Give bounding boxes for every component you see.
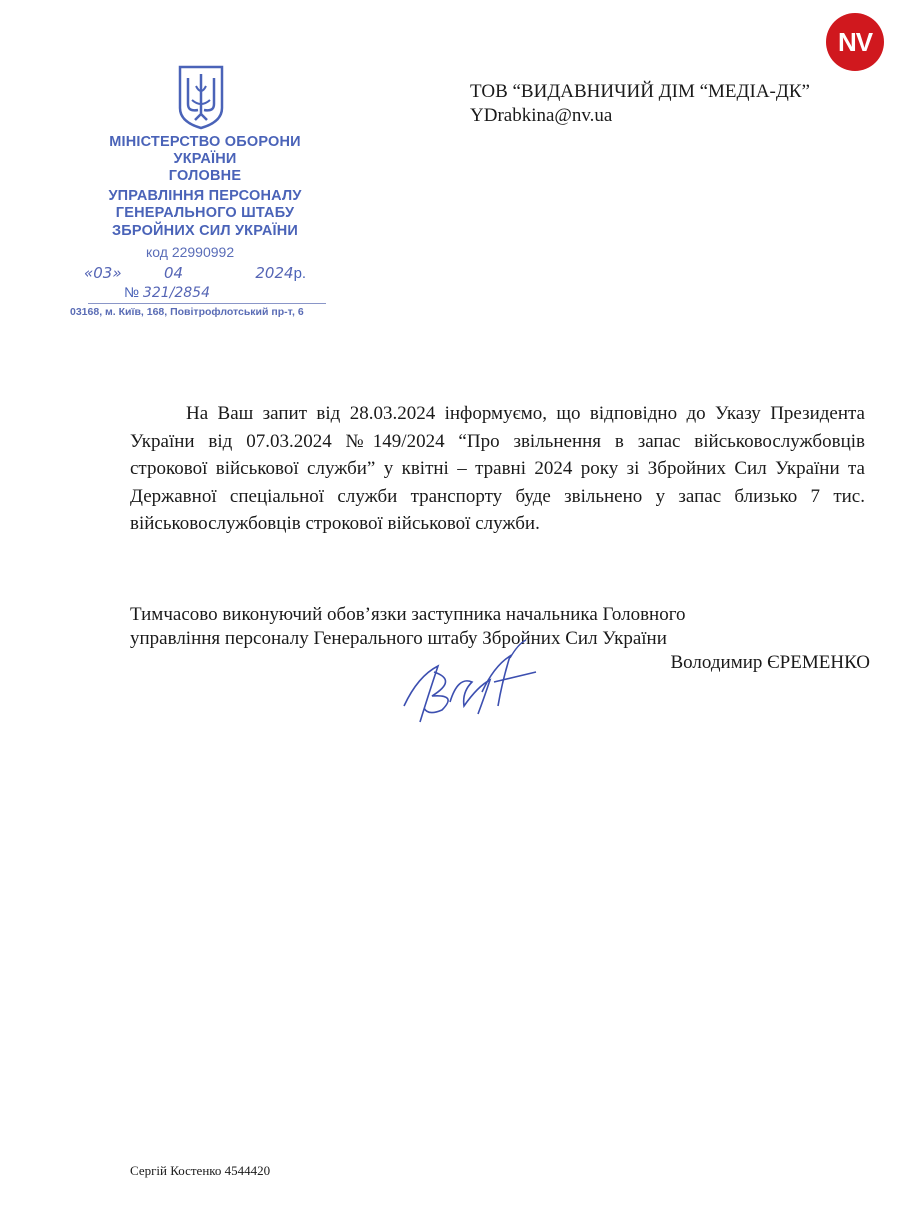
- recipient-company: ТОВ “ВИДАВНИЧИЙ ДІМ “МЕДІА-ДК”: [470, 81, 810, 102]
- stamp-line: МІНІСТЕРСТВО ОБОРОНИ: [109, 134, 301, 150]
- stamp-address: 03168, м. Київ, 168, Повітрофлотський пр-т, 6: [70, 306, 304, 318]
- stamp-line: УКРАЇНИ: [173, 151, 237, 167]
- stamp-number-prefix: №: [124, 284, 140, 300]
- stamp-line: ЗБРОЙНИХ СИЛ УКРАЇНИ: [111, 223, 298, 239]
- stamp-date-month: 04: [163, 264, 184, 282]
- stamp-date-suffix: р.: [293, 265, 307, 282]
- stamp-line: ГЕНЕРАЛЬНОГО ШТАБУ: [115, 205, 295, 221]
- nv-logo-text: NV: [837, 26, 873, 57]
- nv-logo: [826, 13, 884, 71]
- signatory-title-line: Тимчасово виконуючий обов’язки заступника начальника Головного: [130, 604, 686, 625]
- signatory-name: Володимир ЄРЕМЕНКО: [670, 652, 870, 673]
- stamp-date: [84, 264, 334, 282]
- letter-body: [130, 400, 865, 538]
- body-paragraph: На Ваш запит від 28.03.2024 інформуємо, що відповідно до Указу Президента України від 07.03.2024 №149/2024 “Про звільнення в запас військовослужбовців строкової військової служби” у квітні – травні 2024 року зі Збройних Сил України та Державної спеціальної служби транспорту буде звільнено у запас близько 7 тис. військовослужбовців строкової військової служби.: [130, 403, 865, 534]
- stamp-date-year: 2024: [255, 264, 294, 282]
- trident-emblem-icon: [176, 64, 226, 130]
- stamp-number: [124, 284, 210, 301]
- handwritten-signature-icon: [398, 636, 548, 728]
- signatory-title-line: управління персоналу Генерального штабу Збройних Сил України: [130, 628, 667, 649]
- stamp-code: код 22990992: [146, 244, 235, 260]
- ministry-stamp: [70, 60, 340, 330]
- recipient-email: YDrabkina@nv.ua: [470, 105, 613, 126]
- stamp-number-value: 321/2854: [142, 285, 210, 301]
- executor-note: Сергій Костенко 4544420: [130, 1163, 271, 1178]
- stamp-date-day: «03»: [84, 264, 122, 282]
- recipient-block: [470, 80, 810, 128]
- stamp-line: УПРАВЛІННЯ ПЕРСОНАЛУ: [108, 188, 302, 204]
- stamp-divider: [88, 303, 326, 304]
- stamp-line: ГОЛОВНЕ: [168, 168, 242, 184]
